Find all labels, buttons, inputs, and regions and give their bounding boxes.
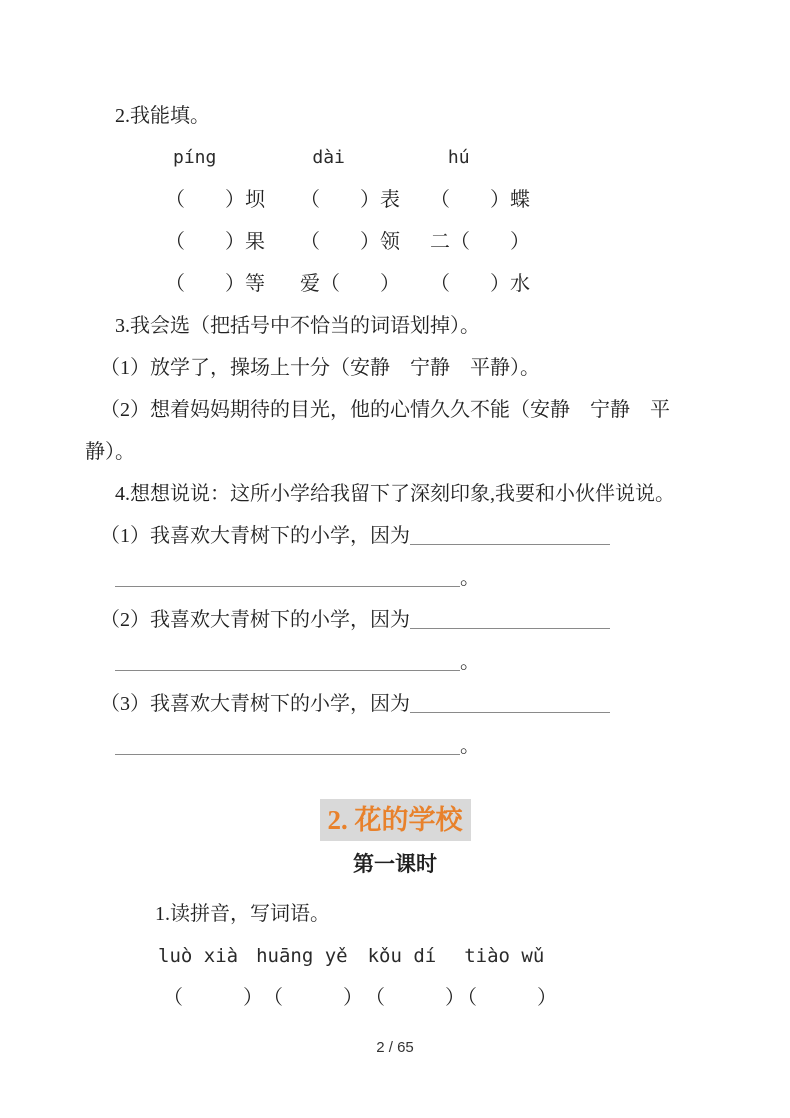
answer-parens: （ ） xyxy=(467,987,557,1009)
page-content xyxy=(85,0,705,1019)
fill-blank-cell: （ ）表 xyxy=(300,189,400,211)
lesson2-pinyin-row xyxy=(85,935,705,977)
question-4-item-3-label: （3）我喜欢大青树下的小学，因为 xyxy=(100,693,410,715)
answer-blank xyxy=(115,754,460,755)
fill-blank-cell: （ ）坝 xyxy=(165,189,265,211)
pinyin-ping: píng xyxy=(173,147,217,168)
lesson-heading-wrap xyxy=(85,799,705,843)
answer-parens: （ ） xyxy=(163,987,263,1009)
fill-blank-cell: （ ）等 xyxy=(165,273,265,295)
fill-blank-cell: （ ）水 xyxy=(430,273,530,295)
question-2-pinyin-row xyxy=(85,137,705,179)
question-4-title: 4.想想说说：这所小学给我留下了深刻印象,我要和小伙伴说说。 xyxy=(115,483,675,505)
lesson-heading: 2. 花的学校 xyxy=(320,799,471,841)
answer-blank xyxy=(410,712,610,713)
question-4-item-2-label: （2）我喜欢大青树下的小学，因为 xyxy=(100,609,410,631)
answer-parens: （ ） xyxy=(375,987,465,1009)
question-4-item-3 xyxy=(85,683,705,725)
question-4-item-2-continuation xyxy=(85,641,705,683)
page-number: 2 / 65 xyxy=(376,1039,414,1056)
question-2-fill-row-1 xyxy=(85,179,705,221)
question-3-item-2-line-2: 静）。 xyxy=(85,441,135,463)
lesson2-question-1-title: 1.读拼音，写词语。 xyxy=(155,903,330,925)
pinyin-koudi: kǒu dí xyxy=(367,945,437,967)
answer-blank xyxy=(115,670,460,671)
pinyin-luoxia: luò xià xyxy=(158,945,239,967)
lesson-subtitle: 第一课时 xyxy=(353,852,437,876)
fill-blank-cell: 爱（ ） xyxy=(300,273,400,295)
fill-blank-cell: （ ）领 xyxy=(300,231,400,253)
question-2-fill-row-3 xyxy=(85,263,705,305)
answer-blank xyxy=(410,544,610,545)
pinyin-tiaowu: tiào wǔ xyxy=(464,945,545,967)
answer-blank xyxy=(115,586,460,587)
pinyin-dai: dài xyxy=(312,147,345,168)
pinyin-hu: hú xyxy=(447,147,470,168)
period-mark: 。 xyxy=(460,735,480,757)
answer-parens: （ ） xyxy=(273,987,363,1009)
fill-blank-cell: （ ）果 xyxy=(165,231,265,253)
period-mark: 。 xyxy=(460,567,480,589)
question-3-item-1: （1）放学了，操场上十分（安静 宁静 平静）。 xyxy=(100,357,540,379)
answer-blank xyxy=(410,628,610,629)
question-4-item-1-label: （1）我喜欢大青树下的小学，因为 xyxy=(100,525,410,547)
question-3-item-2-line-1: （2）想着妈妈期待的目光，他的心情久久不能（安静 宁静 平 xyxy=(100,399,670,421)
question-3-title: 3.我会选（把括号中不恰当的词语划掉）。 xyxy=(115,315,480,337)
lesson2-parens-row xyxy=(85,977,705,1019)
question-4-item-3-continuation xyxy=(85,725,705,767)
question-4-item-1-continuation xyxy=(85,557,705,599)
fill-blank-cell: （ ）蝶 xyxy=(430,189,530,211)
pinyin-huangye: huāng yě xyxy=(256,945,348,967)
question-2-title: 2.我能填。 xyxy=(115,105,210,127)
fill-blank-cell: 二（ ） xyxy=(430,231,530,253)
question-4-item-2 xyxy=(85,599,705,641)
question-2-fill-row-2 xyxy=(85,221,705,263)
period-mark: 。 xyxy=(460,651,480,673)
question-4-item-1 xyxy=(85,515,705,557)
